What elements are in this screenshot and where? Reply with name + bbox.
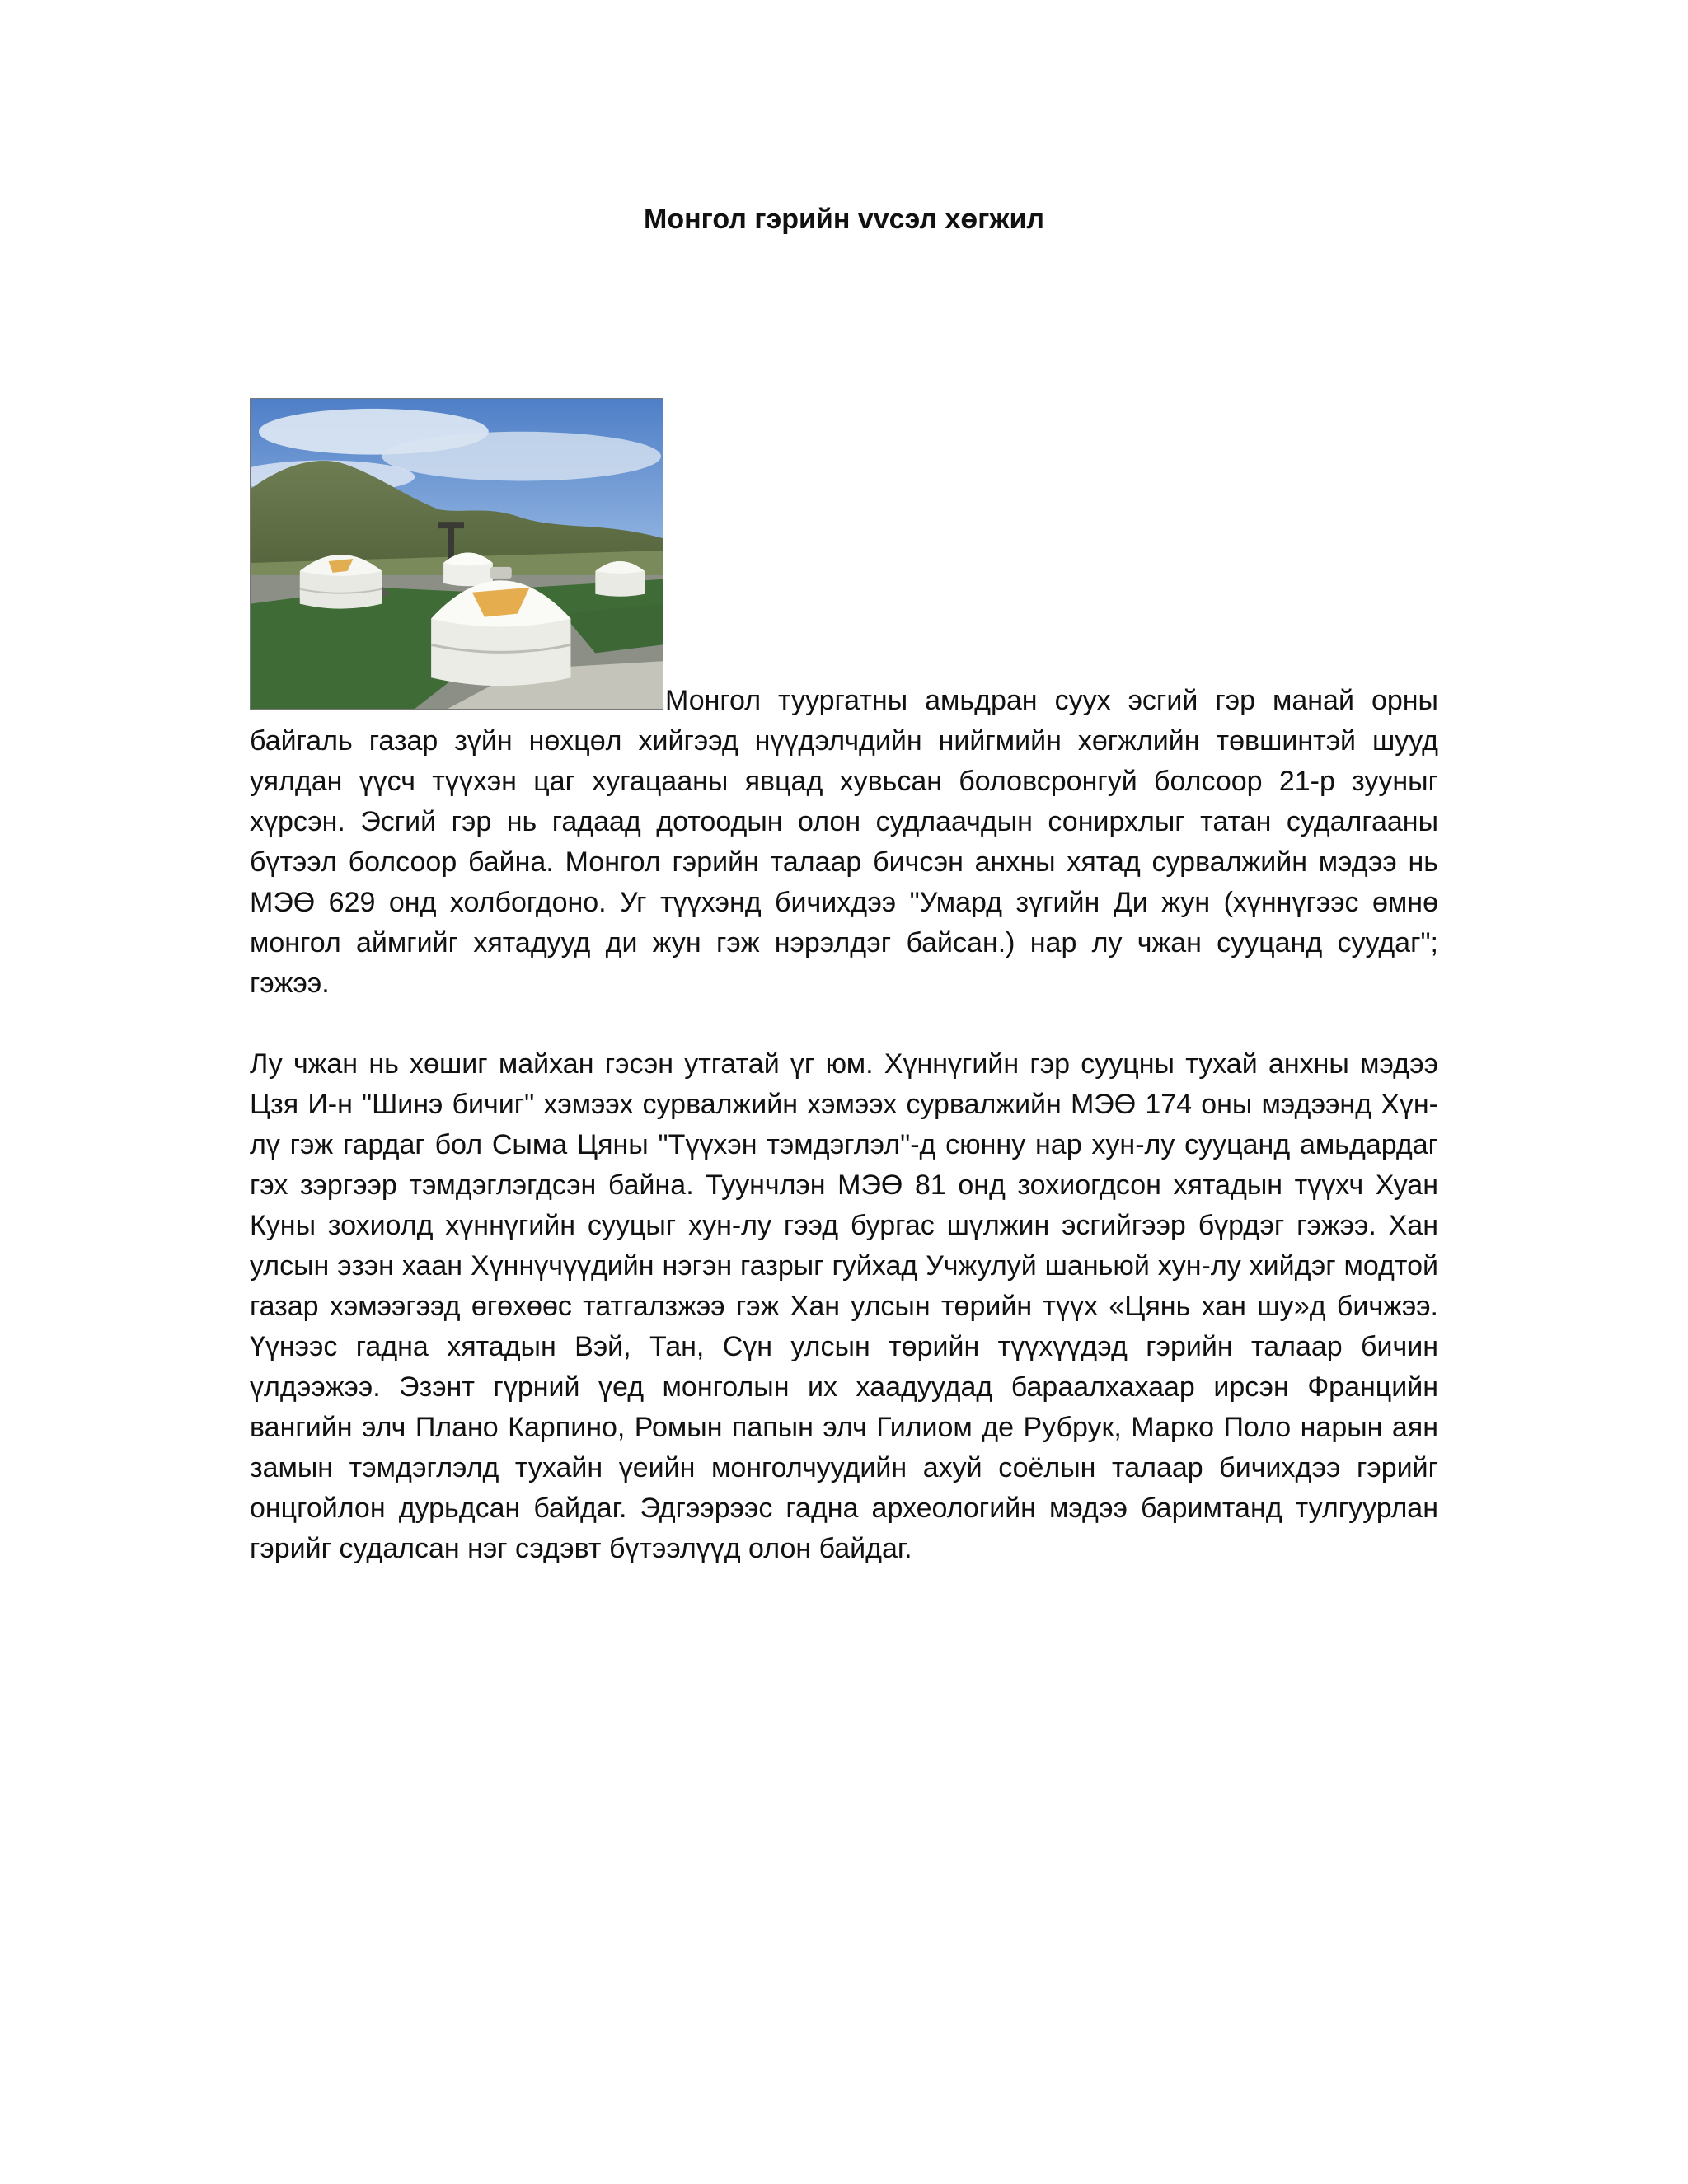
- paragraph-2: Лу чжан нь хөшиг майхан гэсэн утгатай үг юм. Хүннүгийн гэр сууцны тухай анхны мэдээ Цзя И-н "Шинэ бичиг" хэмээх сурвалжийн хэмээх сурвалжийн МЭӨ 174 оны мэдээнд Хүн-лү гэж гардаг бол Сыма Цяны "Түүхэн тэмдэглэл"-д сюнну нар хун-лу сууцанд амьдардаг гэх зэргээр тэмдэглэгдсэн байна. Туунчлэн МЭӨ 81 онд зохиогдсон хятадын түүхч Хуан Куны зохиолд хүннүгийн сууцыг хун-лу гээд бургас шүлжин эсгийгээр бүрдэг гэжээ. Хан улсын эзэн хаан Хүннүчүүдийн нэгэн газрыг гуйхад Учжулуй шаньюй хун-лу хийдэг модтой газар хэмээгээд өгөхөөс татгалзжээ гэж Хан улсын төрийн түүх «Цянь хан шу»д бичжээ. Үүнээс гадна хятадын Вэй, Тан, Сүн улсын төрийн түүхүүдэд гэрийн талаар бичин үлдээжээ. Эзэнт гүрний үед монголын их хаадуудад бараалхахаар ирсэн Францийн вангийн элч Плано Карпино, Ромын папын элч Гилиом де Рубрук, Марко Поло нарын аян замын тэмдэглэлд тухайн үеийн монголчуудийн ахуй соёлын талаар бичихдээ гэрийг онцгойлон дурьдсан байдаг. Эдгээрээс гадна археологийн мэдээ баримтанд тулгуурлан гэрийг судалсан нэг сэдэвт бүтээлүүд олон байдаг.: [250, 1048, 1438, 1564]
- document-body: [250, 398, 1438, 1569]
- paragraph-1: [250, 398, 1438, 1004]
- page-title: Монгол гэрийн vvсэл хөгжил: [644, 204, 1044, 235]
- paragraph-1-text: Монгол туургатны амьдран суух эсгий гэр манай орны байгаль газар зүйн нөхцөл хийгээд нүүдэлчдийн нийгмийн хөгжлийн төвшинтэй шууд уялдан үүсч түүхэн цаг хугацааны явцад хувьсан боловсронгуй болсоор 21-р зууныг хүрсэн. Эсгий гэр нь гадаад дотоодын олон судлаачдын сонирхлыг татан судалгааны бүтээл болсоор байна. Монгол гэрийн талаар бичсэн анхны хятад сурвалжийн мэдээ нь МЭӨ 629 онд холбогдоно. Уг түүхэнд бичихдээ "Умард зүгийн Ди жун (хүннүгээс өмнө монгол аймгийг хятадууд ди жун гэж нэрэлдэг байсан.) нар лу чжан сууцанд суудаг"; гэжээ.: [250, 685, 1438, 999]
- ger-photo: [250, 398, 663, 710]
